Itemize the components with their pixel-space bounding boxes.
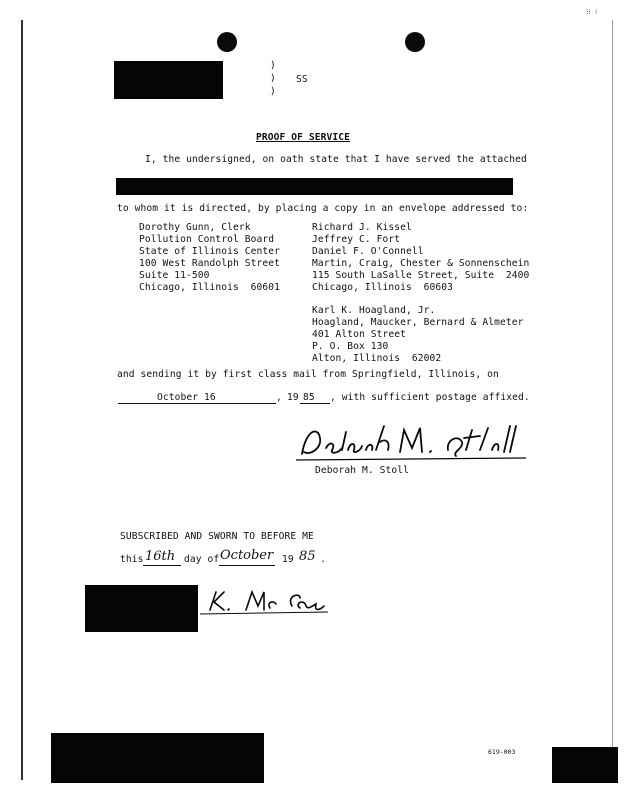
address-line: 401 Alton Street: [312, 329, 407, 340]
address-line: State of Illinois Center: [139, 246, 281, 257]
notary-day: 16th: [145, 549, 176, 564]
mailing-date-rule: [118, 403, 276, 404]
notary-day-of: day of: [184, 554, 220, 565]
signature-scrawl: [296, 420, 532, 468]
notary-signature-scrawl: [200, 588, 330, 618]
mailing-date: October 16: [157, 392, 216, 403]
document-title: PROOF OF SERVICE: [256, 132, 351, 143]
address-line: P. O. Box 130: [312, 341, 389, 352]
address-line: Richard J. Kissel: [312, 222, 412, 233]
directed-line: to whom it is directed, by placing a copy in an envelope addressed to:: [117, 203, 529, 214]
notary-this: this: [120, 554, 144, 565]
scan-edge-right: [612, 20, 613, 760]
venue-bracket-1: ): [270, 60, 276, 71]
redaction-venue: [114, 61, 223, 99]
notary-day-rule: [143, 565, 181, 566]
notary-year-prefix: 19: [282, 554, 294, 565]
address-line: Suite 11-500: [139, 270, 210, 281]
punch-hole-left: [217, 32, 237, 52]
notary-month-rule: [219, 565, 275, 566]
redaction-footer-right: [552, 747, 618, 783]
notary-month: October: [220, 548, 274, 563]
postage-text: , with sufficient postage affixed.: [330, 392, 530, 403]
comma-mark: ,: [276, 392, 282, 403]
address-line: Daniel F. O'Connell: [312, 246, 424, 257]
address-line: Jeffrey C. Fort: [312, 234, 401, 245]
notary-year: 85: [299, 549, 316, 564]
address-line: Martin, Craig, Chester & Sonnenschein: [312, 258, 530, 269]
address-line: Hoagland, Maucker, Bernard & Almeter: [312, 317, 524, 328]
address-line: 115 South LaSalle Street, Suite 2400: [312, 270, 530, 281]
corner-mark: ⁝⁝ ⁝: [586, 8, 598, 16]
address-line: Karl K. Hoagland, Jr.: [312, 305, 436, 316]
mailing-year-rule: [300, 403, 330, 404]
form-number: 619-003: [488, 748, 516, 756]
venue-bracket-3: ): [270, 86, 276, 97]
redaction-notary-name: [85, 585, 198, 632]
punch-hole-right: [405, 32, 425, 52]
mailing-line: and sending it by first class mail from Springfield, Illinois, on: [117, 369, 499, 380]
mailing-year-prefix: 19: [287, 392, 299, 403]
scan-edge-left: [21, 20, 23, 780]
address-line: Pollution Control Board: [139, 234, 275, 245]
venue-ss: SS: [296, 74, 308, 85]
signer-name: Deborah M. Stoll: [315, 465, 410, 476]
intro-line: I, the undersigned, on oath state that I have served the attached: [145, 154, 527, 165]
address-line: 100 West Randolph Street: [139, 258, 281, 269]
comma-mark: .: [320, 554, 326, 565]
address-line: Chicago, Illinois 60601: [139, 282, 281, 293]
redaction-document-name: [116, 178, 513, 195]
redaction-footer-left: [51, 733, 264, 783]
address-line: Chicago, Illinois 60603: [312, 282, 454, 293]
address-line: Alton, Illinois 62002: [312, 353, 442, 364]
notary-signature: [200, 588, 330, 622]
notary-heading: SUBSCRIBED AND SWORN TO BEFORE ME: [120, 531, 314, 542]
address-line: Dorothy Gunn, Clerk: [139, 222, 251, 233]
venue-bracket-2: ): [270, 73, 276, 84]
mailing-year-suffix: 85: [303, 392, 315, 403]
